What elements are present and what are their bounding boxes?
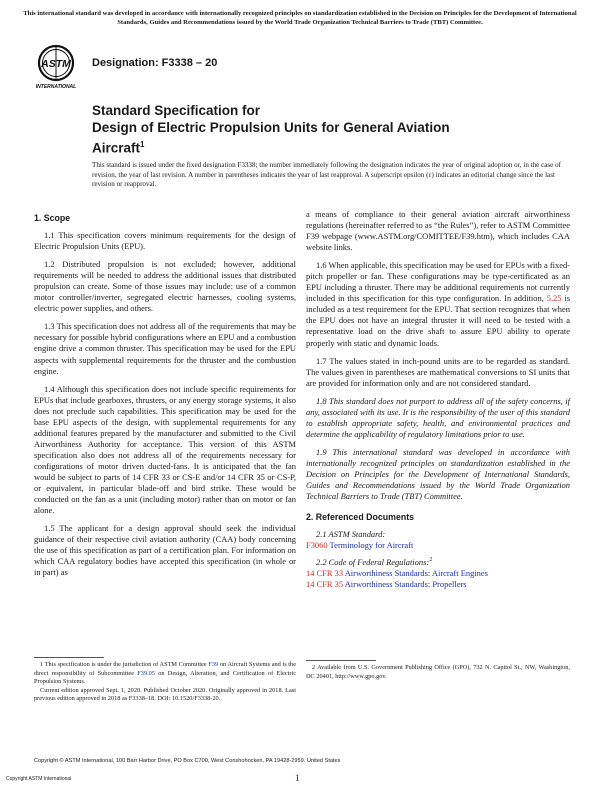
designation: Designation: F3338 – 20 xyxy=(92,57,218,69)
para-1-9: 1.9 This international standard was developed in accordance with internationally recognized principles on standardization established in the Decision on Principles for the Development of International Standards, Guides and Recommendations issued by the World Trade Organization Technical Barriers to Trade (TBT) Committee. xyxy=(306,446,570,502)
para-1-1: 1.1 This specification covers minimum requirements for the design of Electric Propulsion Units (EPU). xyxy=(34,230,296,252)
title-footnote-mark: 1 xyxy=(140,140,145,149)
footnote-1 xyxy=(34,661,296,704)
document-title xyxy=(92,102,562,157)
tbt-notice: This international standard was developed in accordance with internationally recognized principles on standardization established in the Decision on Principles for the Development of International Standards, Guides and Recommendations issued by the World Trade Organization Technical Barriers to Trade (TBT) Committee. xyxy=(23,10,577,26)
right-footnotes xyxy=(306,660,570,681)
footnote-1-text-a: 1 This specification is under the jurisdiction of ASTM Committee xyxy=(40,661,207,668)
logo-subtext: INTERNATIONAL xyxy=(35,84,77,90)
references-heading: 2. Referenced Documents xyxy=(306,512,415,523)
ref-14cfr33[interactable] xyxy=(306,568,570,579)
ref-14cfr35-title[interactable]: Airworthiness Standards: Propellers xyxy=(344,579,467,590)
footnote-rule xyxy=(34,657,104,658)
cfr-label: 2.2 Code of Federal Regulations: xyxy=(316,557,430,568)
astm-standard-label: 2.1 ASTM Standard: xyxy=(316,529,386,540)
title-line-3: Aircraft xyxy=(92,140,141,156)
footnote-2 xyxy=(306,664,570,681)
cfr-footnote-mark: 2 xyxy=(429,557,433,564)
section-5-25-link[interactable]: 5.25 xyxy=(546,293,562,304)
para-1-5-continued: a means of compliance to their general aviation aircraft airworthiness regulations (hereinafter referred to as “the Rules”), refer to ASTM Committee F39 webpage (www.ASTM.org/COMITTEE/F39.htm), which includes CAA website links. xyxy=(306,209,570,253)
footnote-1-text-c: on Design, Alteration, and Certification of Electric Propulsion Systems. xyxy=(34,669,296,686)
ref-14cfr35[interactable] xyxy=(306,579,570,590)
ref-f3060-title[interactable]: Terminology for Aircraft xyxy=(329,540,414,551)
footnote-1-edition: Current edition approved Sept. 1, 2020. Published October 2020. Originally approved in 2018. Last previous edition approved in 2018 as F3338–18. DOI: 10.1520/F3338-20. xyxy=(34,686,296,703)
f39-05-link[interactable]: F39.05 xyxy=(137,669,155,677)
copyright-short: Copyright ASTM International xyxy=(6,776,72,782)
page-number: 1 xyxy=(295,773,300,783)
para-1-8: 1.8 This standard does not purport to address all of the safety concerns, if any, associated with its use. It is the responsibility of the user of this standard to establish appropriate safety, health, and environmental practices and determine the applicability of regulatory limitations prior to use. xyxy=(306,395,570,439)
astm-logo xyxy=(34,44,78,90)
ref-14cfr33-code[interactable]: 14 CFR 33 xyxy=(306,568,344,579)
astm-logo-icon xyxy=(34,44,78,90)
para-1-4: 1.4 Although this specification does not include specific requirements for EPUs that include gearboxes, thrusters, or any energy storage systems, it also does not preclude such capabilities. This specification may be used for the base EPU aspects of the design, with supplemental requirements for any additional features prepared by the manufacturer and submitted to the Civil Airworthiness Authority for acceptance. This version of this ASTM specification also does not address all of the requirements necessary for configurations of motor driven ducted-fans. It is anticipated that the fan would be subject to parts of 14 CFR 33 or CS-E and/or 14 CFR 35 or CS-P, or equivalent, in particular blade-off and bird strike. These would be conducted on the fan as a unit (including motor) rather than on motor or fan alone. xyxy=(34,383,296,516)
para-1-7: 1.7 The values stated in inch-pound units are to be regarded as standard. The values given in parentheses are mathematical conversions to SI units that are provided for information only and are not considered standard. xyxy=(306,355,570,388)
f39-link[interactable]: F39 xyxy=(208,661,219,668)
para-1-6 xyxy=(306,260,570,348)
para-1-5: 1.5 The applicant for a design approval should seek the individual guidance of their respective civil aviation authority (CAA) body concerning the use of this specification as part of a certification plan. For information on which CAA regulatory bodies have accepted this specification (in whole or in part) as xyxy=(34,523,296,578)
left-column xyxy=(34,213,297,703)
para-1-6-text-a: 1.6 When applicable, this specification may be used for EPUs with a fixed-pitch propeller or fan. These configurations may be type-certificated as an EPU including a thruster. There may be additional requirements not currently included in this specification for this type configuration. In addition, xyxy=(306,260,570,304)
ref-14cfr33-title[interactable]: Airworthiness Standards: Aircraft Engines xyxy=(344,568,488,579)
para-1-3: 1.3 This specification does not address all of the requirements that may be necessary for possible hybrid configurations where an EPU and a combustion engine drive a common thruster. This specification may be used for the EPU aspects with supplemental requirements for the thruster and the combustion engine. xyxy=(34,321,296,376)
para-1-2: 1.2 Distributed propulsion is not excluded; however, additional requirements will be needed to address the additional issues that distributed propulsion can create. Some of those issues may include: use of a common motor controller/inverter, segregated electric harnesses, cooling systems, electric power supplies, and others. xyxy=(34,259,296,314)
logo-text: ASTM xyxy=(41,58,71,70)
title-line-1: Standard Specification for xyxy=(92,103,261,118)
copyright-line: Copyright © ASTM International, 100 Barr Harbor Drive, PO Box C700, West Conshohocken, PA 19428-2959. United States xyxy=(34,758,341,764)
ref-f3060-code[interactable]: F3060 xyxy=(306,540,328,551)
cfr-label-row xyxy=(316,555,570,568)
issued-note: This standard is issued under the fixed designation F3338; the number immediately following the designation indicates the year of original adoption or, in the case of revision, the year of last revision. A number in parentheses indicates the year of last reapproval. A superscript epsilon (ε) indicates an editorial change since the last revision or reapproval. xyxy=(92,161,561,189)
ref-14cfr35-code[interactable]: 14 CFR 35 xyxy=(306,579,344,590)
footnote-1-text-b: on Aircraft Systems and is the direct responsibility of Subcommittee xyxy=(34,661,297,677)
para-1-6-text-b: is included as a test requirement for the EPU. That section recognizes that when the EPU does not have an integral thruster it will need to be tested with a representative load on the drive shaft to assure EPU ability to operate properly with static and dynamic loads. xyxy=(306,293,571,348)
footnote-rule-right xyxy=(306,660,376,661)
scope-heading: 1. Scope xyxy=(34,213,71,223)
left-footnotes xyxy=(34,657,296,704)
ref-f3060[interactable] xyxy=(306,540,570,551)
right-column xyxy=(306,209,571,680)
footnote-2-text: 2 Available from U.S. Government Publishing Office (GPO), 732 N. Capitol St., NW, Washington, DC 20401, http://www.gpo.gov. xyxy=(306,664,570,680)
title-line-2: Design of Electric Propulsion Units for General Aviation xyxy=(92,120,450,135)
